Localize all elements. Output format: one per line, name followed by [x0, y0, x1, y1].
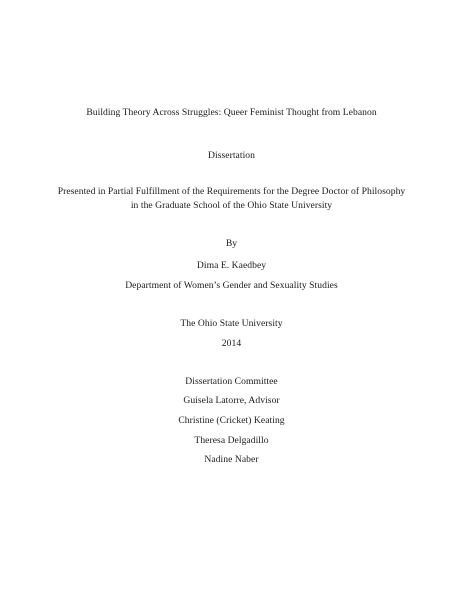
- department-name: Department of Women’s Gender and Sexuality Studies: [125, 280, 338, 291]
- committee-heading: Dissertation Committee: [185, 376, 278, 387]
- by-label: By: [225, 238, 238, 249]
- author-name: Dima E. Kaedbey: [196, 260, 267, 271]
- document-type: Dissertation: [208, 150, 255, 161]
- committee-member: Guisela Latorre, Advisor: [183, 395, 280, 406]
- presentation-statement-line-1: Presented in Partial Fulfillment of the Requirements for the Degree Doctor of Philosophy: [57, 186, 406, 197]
- presentation-statement-line-2: in the Graduate School of the Ohio State University: [130, 200, 333, 211]
- dissertation-title: Building Theory Across Struggles: Queer Feminist Thought from Lebanon: [86, 107, 377, 118]
- year: 2014: [221, 338, 242, 349]
- university-name: The Ohio State University: [180, 318, 283, 329]
- committee-member: Nadine Naber: [204, 454, 259, 465]
- committee-member: Theresa Delgadillo: [194, 435, 269, 446]
- committee-member: Christine (Cricket) Keating: [178, 415, 285, 426]
